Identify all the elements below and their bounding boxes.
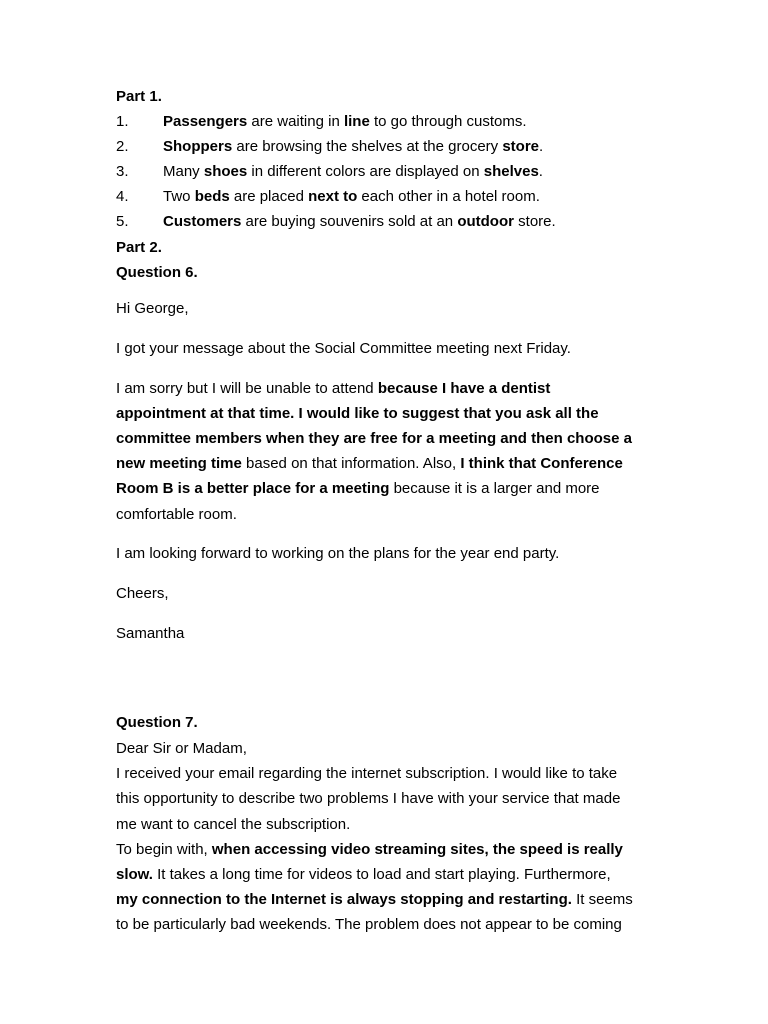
list-item (116, 113, 527, 131)
text: are waiting in (247, 113, 344, 130)
list-item (116, 188, 540, 206)
text: . (539, 138, 544, 155)
text-line (116, 340, 571, 358)
bold-text: line (343, 113, 370, 130)
text: Samantha (116, 625, 185, 642)
bold-text: I think that Conference (460, 455, 623, 472)
text-line (116, 300, 189, 318)
bold-text: committee members when they are free for a meeting and then choose a (116, 430, 632, 447)
text: I received your email regarding the internet subscription. I would like to take (116, 765, 618, 782)
text: Many (163, 163, 204, 180)
text: To begin with, (116, 841, 212, 858)
text: store. (513, 213, 556, 230)
part1-heading: Part 1. (116, 88, 162, 105)
text-line (116, 506, 237, 524)
text-line (116, 455, 623, 473)
list-item-number: 5. (116, 213, 129, 230)
text: in different colors are displayed on (247, 163, 484, 180)
text-line (116, 405, 599, 423)
text: It takes a long time for videos to load and start playing. Furthermore, (152, 866, 611, 883)
text-line (116, 380, 550, 398)
bold-text: Passengers (163, 113, 248, 130)
text: I am looking forward to working on the plans for the year end party. (116, 545, 560, 562)
bold-text: store (502, 138, 540, 155)
text: are placed (229, 188, 309, 205)
text-line (116, 916, 622, 934)
text: are buying souvenirs sold at an (241, 213, 458, 230)
text: to go through customs. (369, 113, 527, 130)
bold-text: because I have a dentist (377, 380, 551, 397)
question7-heading: Question 7. (116, 714, 198, 731)
bold-text: outdoor (457, 213, 514, 230)
text-line (116, 765, 617, 783)
bold-text: Shoppers (163, 138, 233, 155)
text-line (116, 816, 350, 834)
text-line (116, 891, 633, 909)
bold-text: slow. (116, 866, 153, 883)
bold-text: beds (194, 188, 230, 205)
text: It seems (571, 891, 633, 908)
bold-text: shoes (203, 163, 248, 180)
text-line (116, 585, 169, 603)
text: . (538, 163, 543, 180)
bold-text: appointment at that time. I would like to suggest that you ask all the (116, 405, 599, 422)
text: Cheers, (116, 585, 169, 602)
part2-heading: Part 2. (116, 239, 162, 256)
text-line (116, 841, 623, 859)
text: each other in a hotel room. (357, 188, 540, 205)
text: comfortable room. (116, 506, 237, 523)
text: me want to cancel the subscription. (116, 816, 351, 833)
bold-text: Customers (163, 213, 242, 230)
bold-text: Room B is a better place for a meeting (116, 480, 390, 497)
text: to be particularly bad weekends. The problem does not appear to be coming (116, 916, 622, 933)
list-item-number: 3. (116, 163, 129, 180)
text: Dear Sir or Madam, (116, 740, 247, 757)
text: I got your message about the Social Committee meeting next Friday. (116, 340, 571, 357)
bold-text: shelves (483, 163, 539, 180)
bold-text: new meeting time (116, 455, 242, 472)
text: Two (163, 188, 195, 205)
question6-heading: Question 6. (116, 264, 198, 281)
list-item (116, 213, 556, 231)
text: I am sorry but I will be unable to attend (116, 380, 378, 397)
text: because it is a larger and more (389, 480, 600, 497)
list-item-number: 2. (116, 138, 129, 155)
text: this opportunity to describe two problems I have with your service that made (116, 790, 621, 807)
text-line (116, 790, 620, 808)
text-line (116, 740, 247, 758)
list-item-number: 1. (116, 113, 129, 130)
list-item (116, 138, 543, 156)
text-line (116, 625, 184, 643)
bold-text: my connection to the Internet is always stopping and restarting. (116, 891, 572, 908)
list-item (116, 163, 543, 181)
bold-text: next to (308, 188, 358, 205)
text: based on that information. Also, (241, 455, 461, 472)
text-line (116, 545, 559, 563)
text-line (116, 430, 632, 448)
text: are browsing the shelves at the grocery (232, 138, 503, 155)
text: Hi George, (116, 300, 189, 317)
text-line (116, 480, 600, 498)
bold-text: when accessing video streaming sites, the speed is really (211, 841, 623, 858)
list-item-number: 4. (116, 188, 129, 205)
text-line (116, 866, 611, 884)
